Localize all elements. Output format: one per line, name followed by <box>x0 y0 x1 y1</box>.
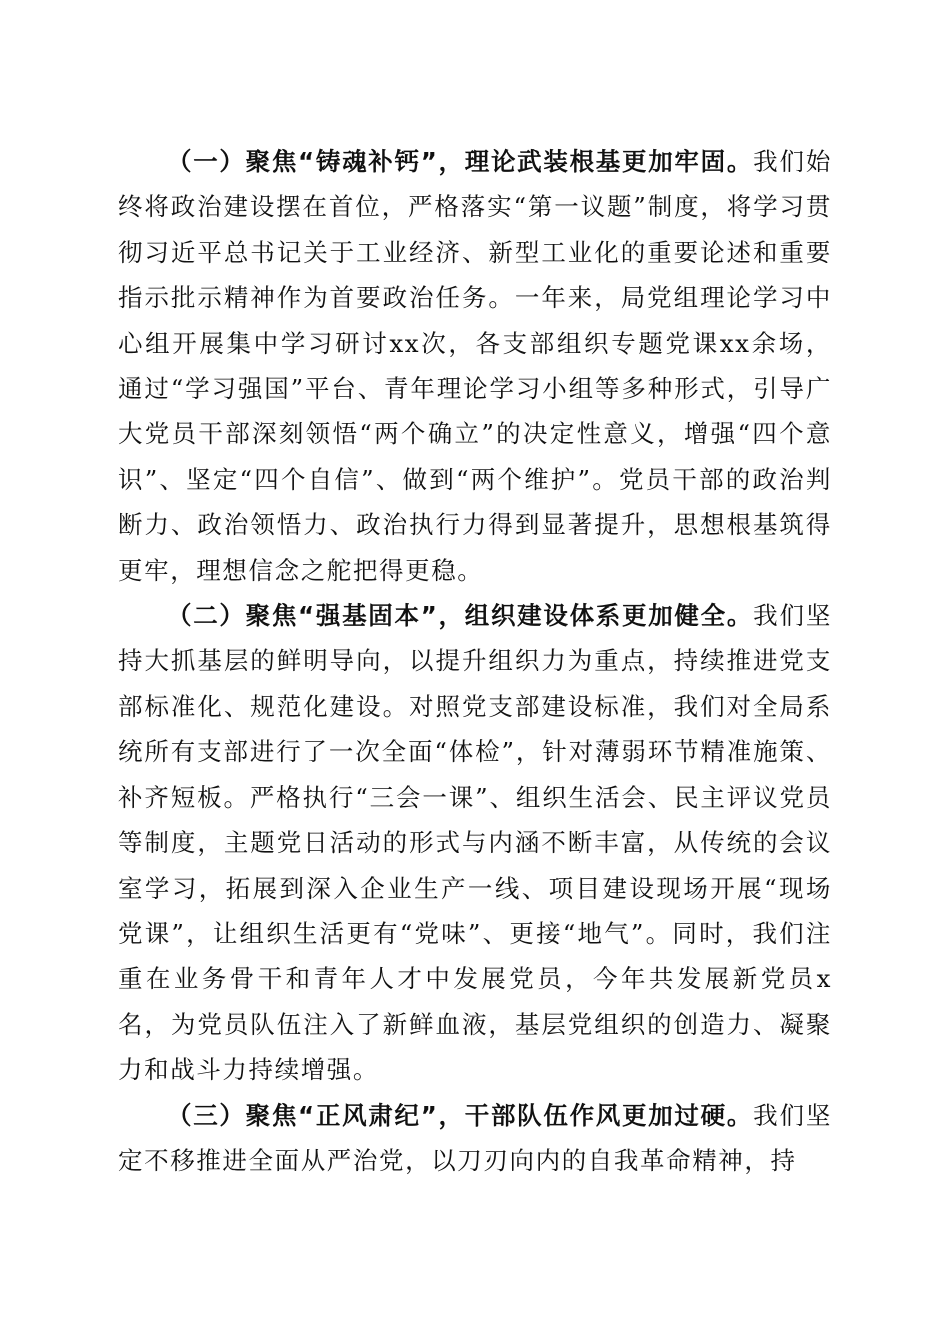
document-body <box>118 139 832 1183</box>
paragraph-3-heading: （三）聚焦“正风肃纪”，干部队伍作风更加过硬。 <box>167 1100 754 1130</box>
paragraph-3 <box>118 1093 832 1184</box>
paragraph-2-heading: （二）聚焦“强基固本”，组织建设体系更加健全。 <box>167 601 754 631</box>
paragraph-2-body: 我们坚持大抓基层的鲜明导向，以提升组织力为重点，持续推进党支部标准化、规范化建设。对照党支部建设标准，我们对全局系统所有支部进行了一次全面“体检”，针对薄弱环节精准施策、补齐短板。严格执行“三会一课”、组织生活会、民主评议党员等制度，主题党日活动的形式与内涵不断丰富，从传统的会议室学习，拓展到深入企业生产一线、项目建设现场开展“现场党课”，让组织生活更有“党味”、更接“地气”。同时，我们注重在业务骨干和青年人才中发展党员，今年共发展新党员x名，为党员队伍注入了新鲜血液，基层党组织的创造力、凝聚力和战斗力持续增强。 <box>118 601 832 1085</box>
paragraph-3-body: 我们坚定不移推进全面从严治党，以刀刃向内的自我革命精神，持 <box>118 1100 832 1175</box>
paragraph-2 <box>118 593 832 1092</box>
paragraph-1-body: 我们始终将政治建设摆在首位，严格落实“第一议题”制度，将学习贯彻习近平总书记关于工业经济、新型工业化的重要论述和重要指示批示精神作为首要政治任务。一年来，局党组理论学习中心组开展集中学习研讨xx次，各支部组织专题党课xx余场，通过“学习强国”平台、青年理论学习小组等多种形式，引导广大党员干部深刻领悟“两个确立”的决定性意义，增强“四个意识”、坚定“四个自信”、做到“两个维护”。党员干部的政治判断力、政治领悟力、政治执行力得到显著提升，思想根基筑得更牢，理想信念之舵把得更稳。 <box>118 147 832 585</box>
paragraph-1-heading: （一）聚焦“铸魂补钙”，理论武装根基更加牢固。 <box>167 147 754 176</box>
paragraph-1 <box>118 139 832 593</box>
